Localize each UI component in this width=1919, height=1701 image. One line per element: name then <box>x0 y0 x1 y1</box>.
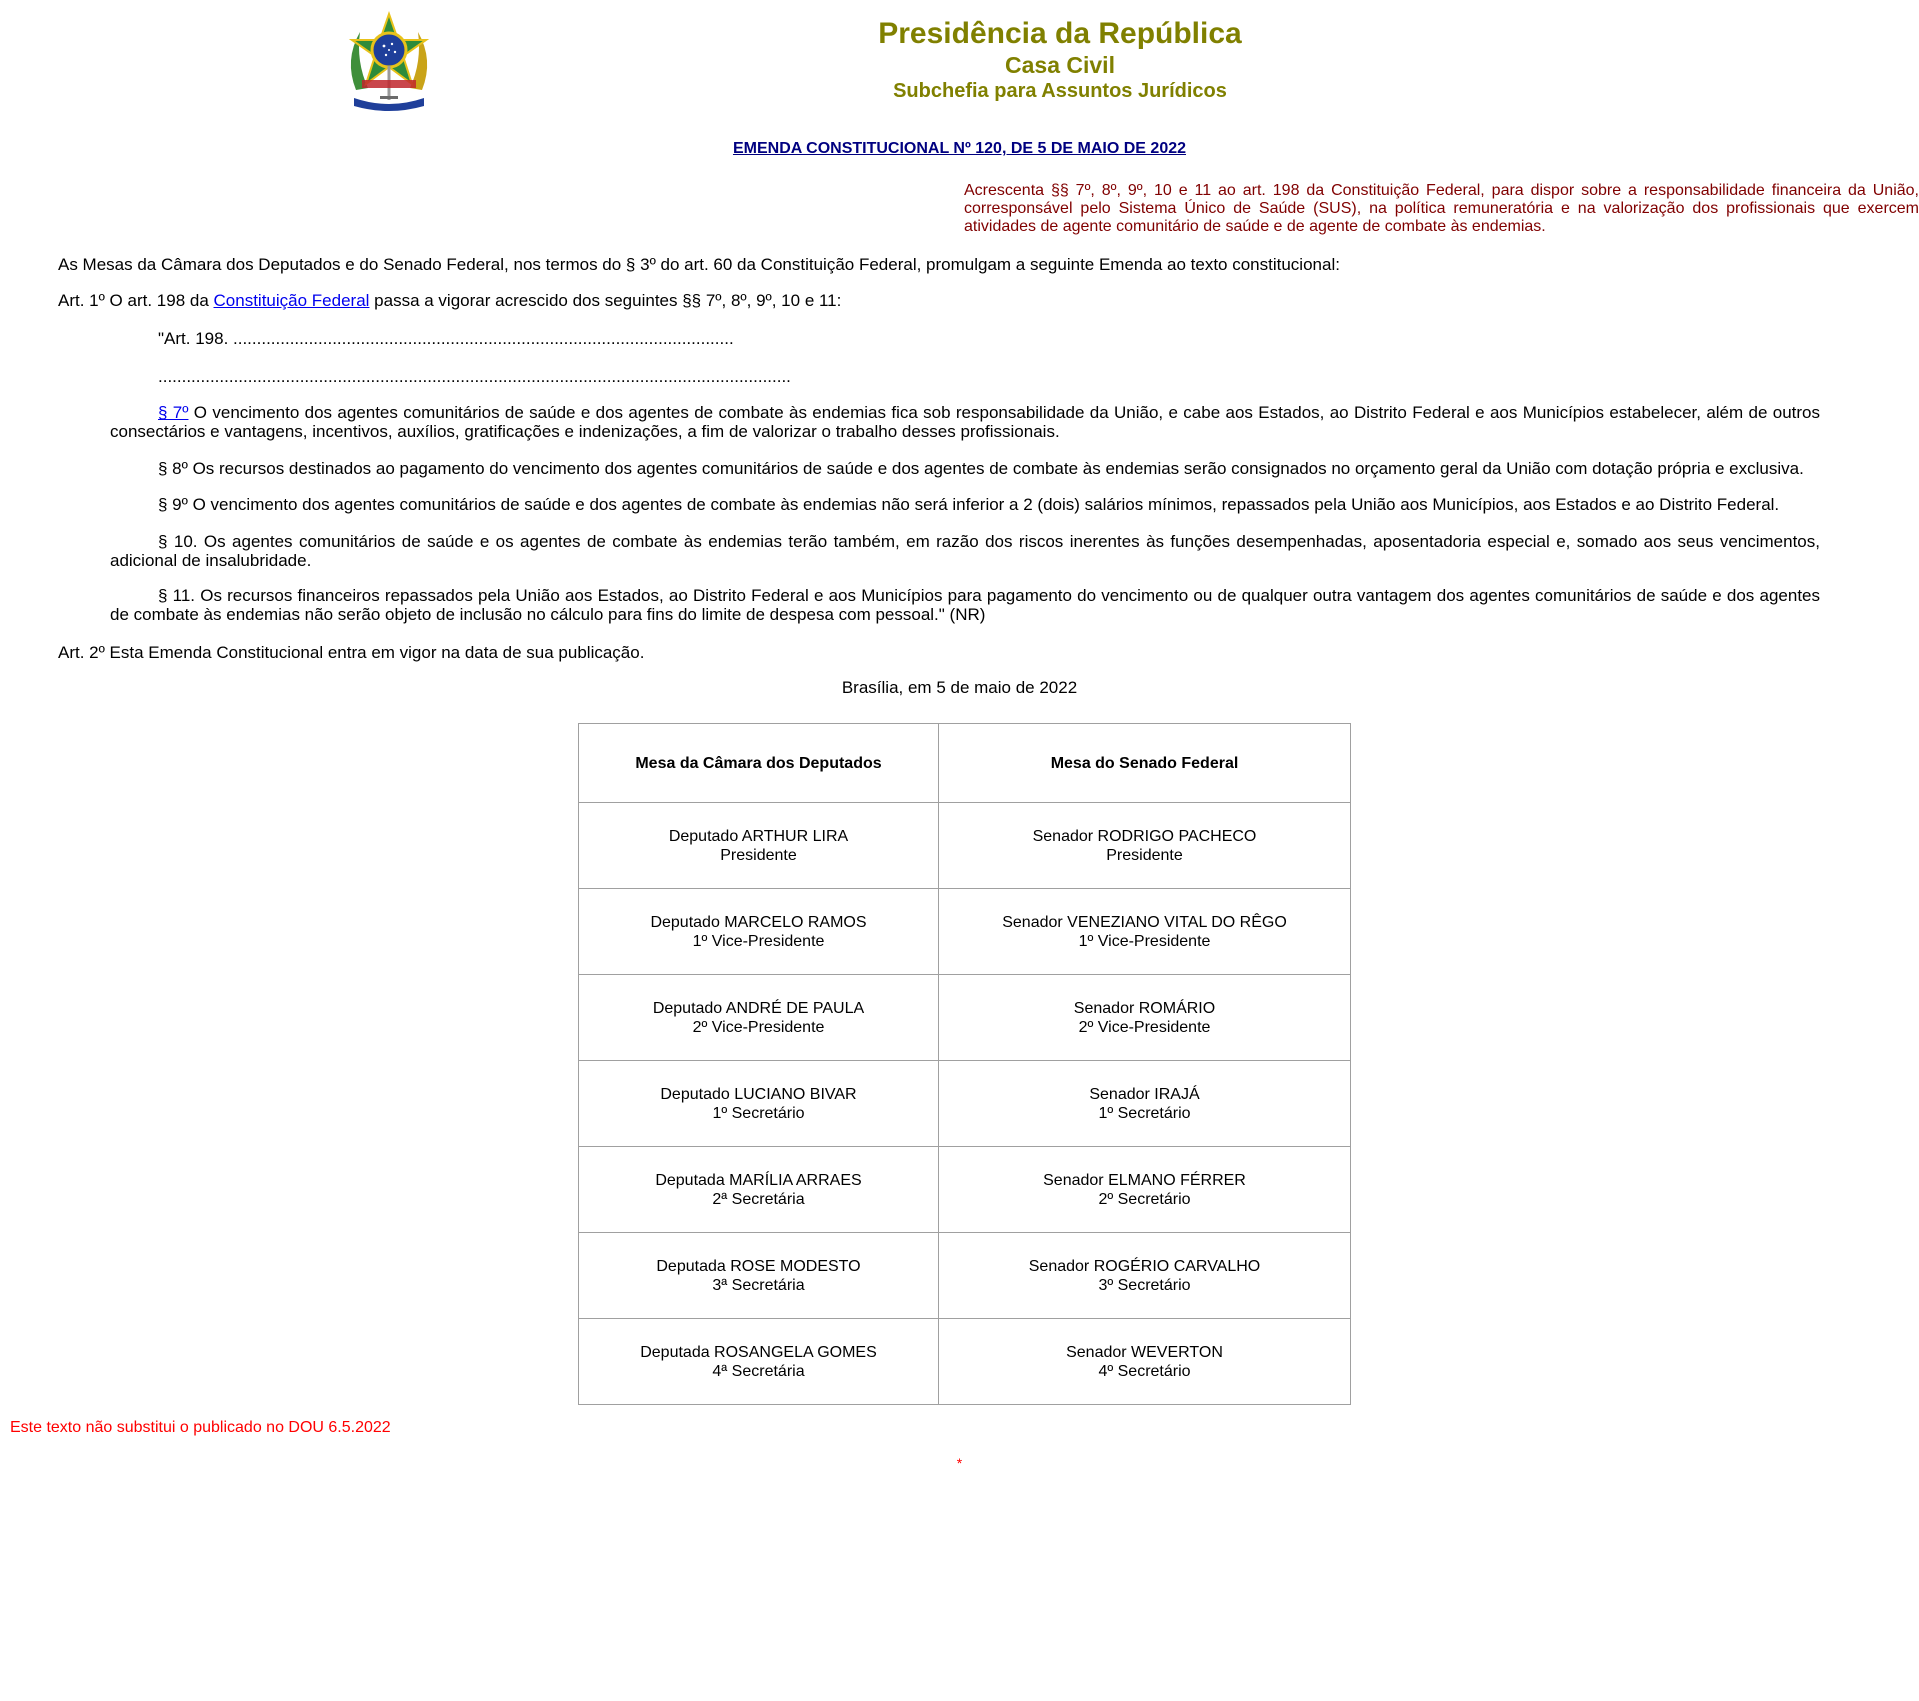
article-1-prefix: Art. 1º O art. 198 da <box>58 291 214 310</box>
table-row <box>579 1147 1351 1233</box>
signatory-role: 3º Secretário <box>1098 1276 1191 1294</box>
table-header-senado: Mesa do Senado Federal <box>939 724 1351 803</box>
signature-cell <box>939 889 1351 975</box>
signatory-role: Presidente <box>720 846 797 864</box>
quote-dots: ...................................................................................................................................... <box>158 367 791 386</box>
page-header <box>0 0 1919 120</box>
table-header-camara: Mesa da Câmara dos Deputados <box>579 724 939 803</box>
footer-star: * <box>956 1455 963 1471</box>
paragraph-7-text: O vencimento dos agentes comunitários de saúde e dos agentes de combate às endemias fica sob responsabilidade da União, e cabe aos Estados, ao Distrito Federal e aos Municípios estabelecer, além de outros consectários e vantagens, incentivos, auxílios, gratificações e indenizações, a fim de valorizar o trabalho desses profissionais. <box>110 403 1821 441</box>
ementa: Acrescenta §§ 7º, 8º, 9º, 10 e 11 ao art. 198 da Constituição Federal, para dispor sobre a responsabilidade financeira da União, corresponsável pelo Sistema Único de Saúde (SUS), na política remuneratória e na valorização dos profissionais que exercem atividades de agente comunitário de saúde e de agente de combate às endemias. <box>964 182 1919 235</box>
signatory-role: 1º Secretário <box>712 1104 805 1122</box>
signatory-name: Senador VENEZIANO VITAL DO RÊGO <box>1002 913 1287 931</box>
header-subtitle2: Subchefia para Assuntos Jurídicos <box>893 80 1227 102</box>
signatory-role: 2º Secretário <box>1098 1190 1191 1208</box>
signatory-name: Senador WEVERTON <box>1066 1343 1223 1361</box>
signatory-name: Senador ELMANO FÉRRER <box>1043 1171 1246 1189</box>
signatory-name: Deputada ROSANGELA GOMES <box>640 1343 877 1361</box>
article-1-suffix: passa a vigorar acrescido dos seguintes §§ 7º, 8º, 9º, 10 e 11: <box>369 291 842 310</box>
header-subtitle: Casa Civil <box>1005 52 1115 78</box>
signatory-role: 4ª Secretária <box>712 1362 805 1380</box>
signature-cell <box>579 1319 939 1405</box>
signatory-name: Deputado ARTHUR LIRA <box>668 827 849 845</box>
signature-cell <box>939 1233 1351 1319</box>
signatory-name: Deputado MARCELO RAMOS <box>650 913 867 931</box>
signature-cell <box>579 1233 939 1319</box>
signatory-role: 3ª Secretária <box>712 1276 805 1294</box>
table-row <box>579 1061 1351 1147</box>
signatory-role: 4º Secretário <box>1098 1362 1191 1380</box>
signatory-name: Senador RODRIGO PACHECO <box>1032 827 1257 845</box>
signatory-role: Presidente <box>1106 846 1183 864</box>
paragraph-8: § 8º Os recursos destinados ao pagamento do vencimento dos agentes comunitários de saúde e dos agentes de combate às endemias serão consignados no orçamento geral da União com dotação própria e exclusiva. <box>158 459 1804 478</box>
article-1 <box>58 291 1818 310</box>
table-row <box>579 889 1351 975</box>
city-date: Brasília, em 5 de maio de 2022 <box>841 678 1078 697</box>
signature-cell <box>939 1147 1351 1233</box>
brasao-republica-icon <box>342 10 436 114</box>
signatory-name: Deputado LUCIANO BIVAR <box>660 1085 857 1103</box>
signatory-name: Senador IRAJÁ <box>1089 1085 1200 1103</box>
signatory-role: 1º Secretário <box>1098 1104 1191 1122</box>
signature-cell <box>579 803 939 889</box>
signature-cell <box>939 803 1351 889</box>
document-title <box>0 138 1919 158</box>
signatory-name: Deputada ROSE MODESTO <box>656 1257 861 1275</box>
signature-cell <box>939 1319 1351 1405</box>
table-row <box>579 1319 1351 1405</box>
signatory-role: 2º Vice-Presidente <box>1078 1018 1211 1036</box>
signatory-role: 1º Vice-Presidente <box>1078 932 1211 950</box>
table-row <box>579 975 1351 1061</box>
signature-cell <box>579 1061 939 1147</box>
signatory-name: Senador ROGÉRIO CARVALHO <box>1028 1257 1261 1275</box>
paragraph-11: § 11. Os recursos financeiros repassados pela União aos Estados, ao Distrito Federal e aos Municípios para pagamento do vencimento ou de qualquer outra vantagem dos agentes comunitários de saúde e dos agentes de combate às endemias não serão objeto de inclusão no cálculo para fins do limite de despesa com pessoal." (NR) <box>110 586 1820 624</box>
document-title-link[interactable]: EMENDA CONSTITUCIONAL Nº 120, DE 5 DE MAIO DE 2022 <box>732 140 1187 157</box>
table-row <box>579 803 1351 889</box>
paragraph-7 <box>110 403 1820 441</box>
signatory-name: Senador ROMÁRIO <box>1073 999 1216 1017</box>
signatory-role: 1º Vice-Presidente <box>692 932 825 950</box>
signatory-role: 2º Vice-Presidente <box>692 1018 825 1036</box>
paragraph-9: § 9º O vencimento dos agentes comunitários de saúde e dos agentes de combate às endemias não será inferior a 2 (dois) salários mínimos, repassados pela União aos Municípios, aos Estados e ao Distrito Federal. <box>158 495 1780 514</box>
signatures-table <box>578 723 1351 1405</box>
footer-note: Este texto não substitui o publicado no DOU 6.5.2022 <box>10 1419 391 1436</box>
constituicao-federal-link[interactable]: Constituição Federal <box>213 291 370 310</box>
signatory-name: Deputada MARÍLIA ARRAES <box>655 1171 862 1189</box>
signature-cell <box>939 1061 1351 1147</box>
paragraph-7-link[interactable]: § 7º <box>158 403 189 422</box>
preamble: As Mesas da Câmara dos Deputados e do Senado Federal, nos termos do § 3º do art. 60 da Constituição Federal, promulgam a seguinte Emenda ao texto constitucional: <box>58 255 1340 274</box>
paragraph-10: § 10. Os agentes comunitários de saúde e os agentes de combate às endemias terão também, em razão dos riscos inerentes às funções desempenhadas, aposentadoria especial e, somado aos seus vencimentos, adicional de insalubridade. <box>110 532 1820 570</box>
table-row <box>579 1233 1351 1319</box>
signatory-role: 2ª Secretária <box>712 1190 805 1208</box>
header-title: Presidência da República <box>878 17 1242 50</box>
signature-cell <box>579 1147 939 1233</box>
header-text <box>760 16 1360 104</box>
article-2: Art. 2º Esta Emenda Constitucional entra em vigor na data de sua publicação. <box>58 643 645 662</box>
quote-start: "Art. 198. .......................................................................................................... <box>158 329 734 348</box>
signature-cell <box>579 889 939 975</box>
signature-cell <box>579 975 939 1061</box>
signatory-name: Deputado ANDRÉ DE PAULA <box>652 999 865 1017</box>
table-header-row <box>579 724 1351 803</box>
signature-cell <box>939 975 1351 1061</box>
